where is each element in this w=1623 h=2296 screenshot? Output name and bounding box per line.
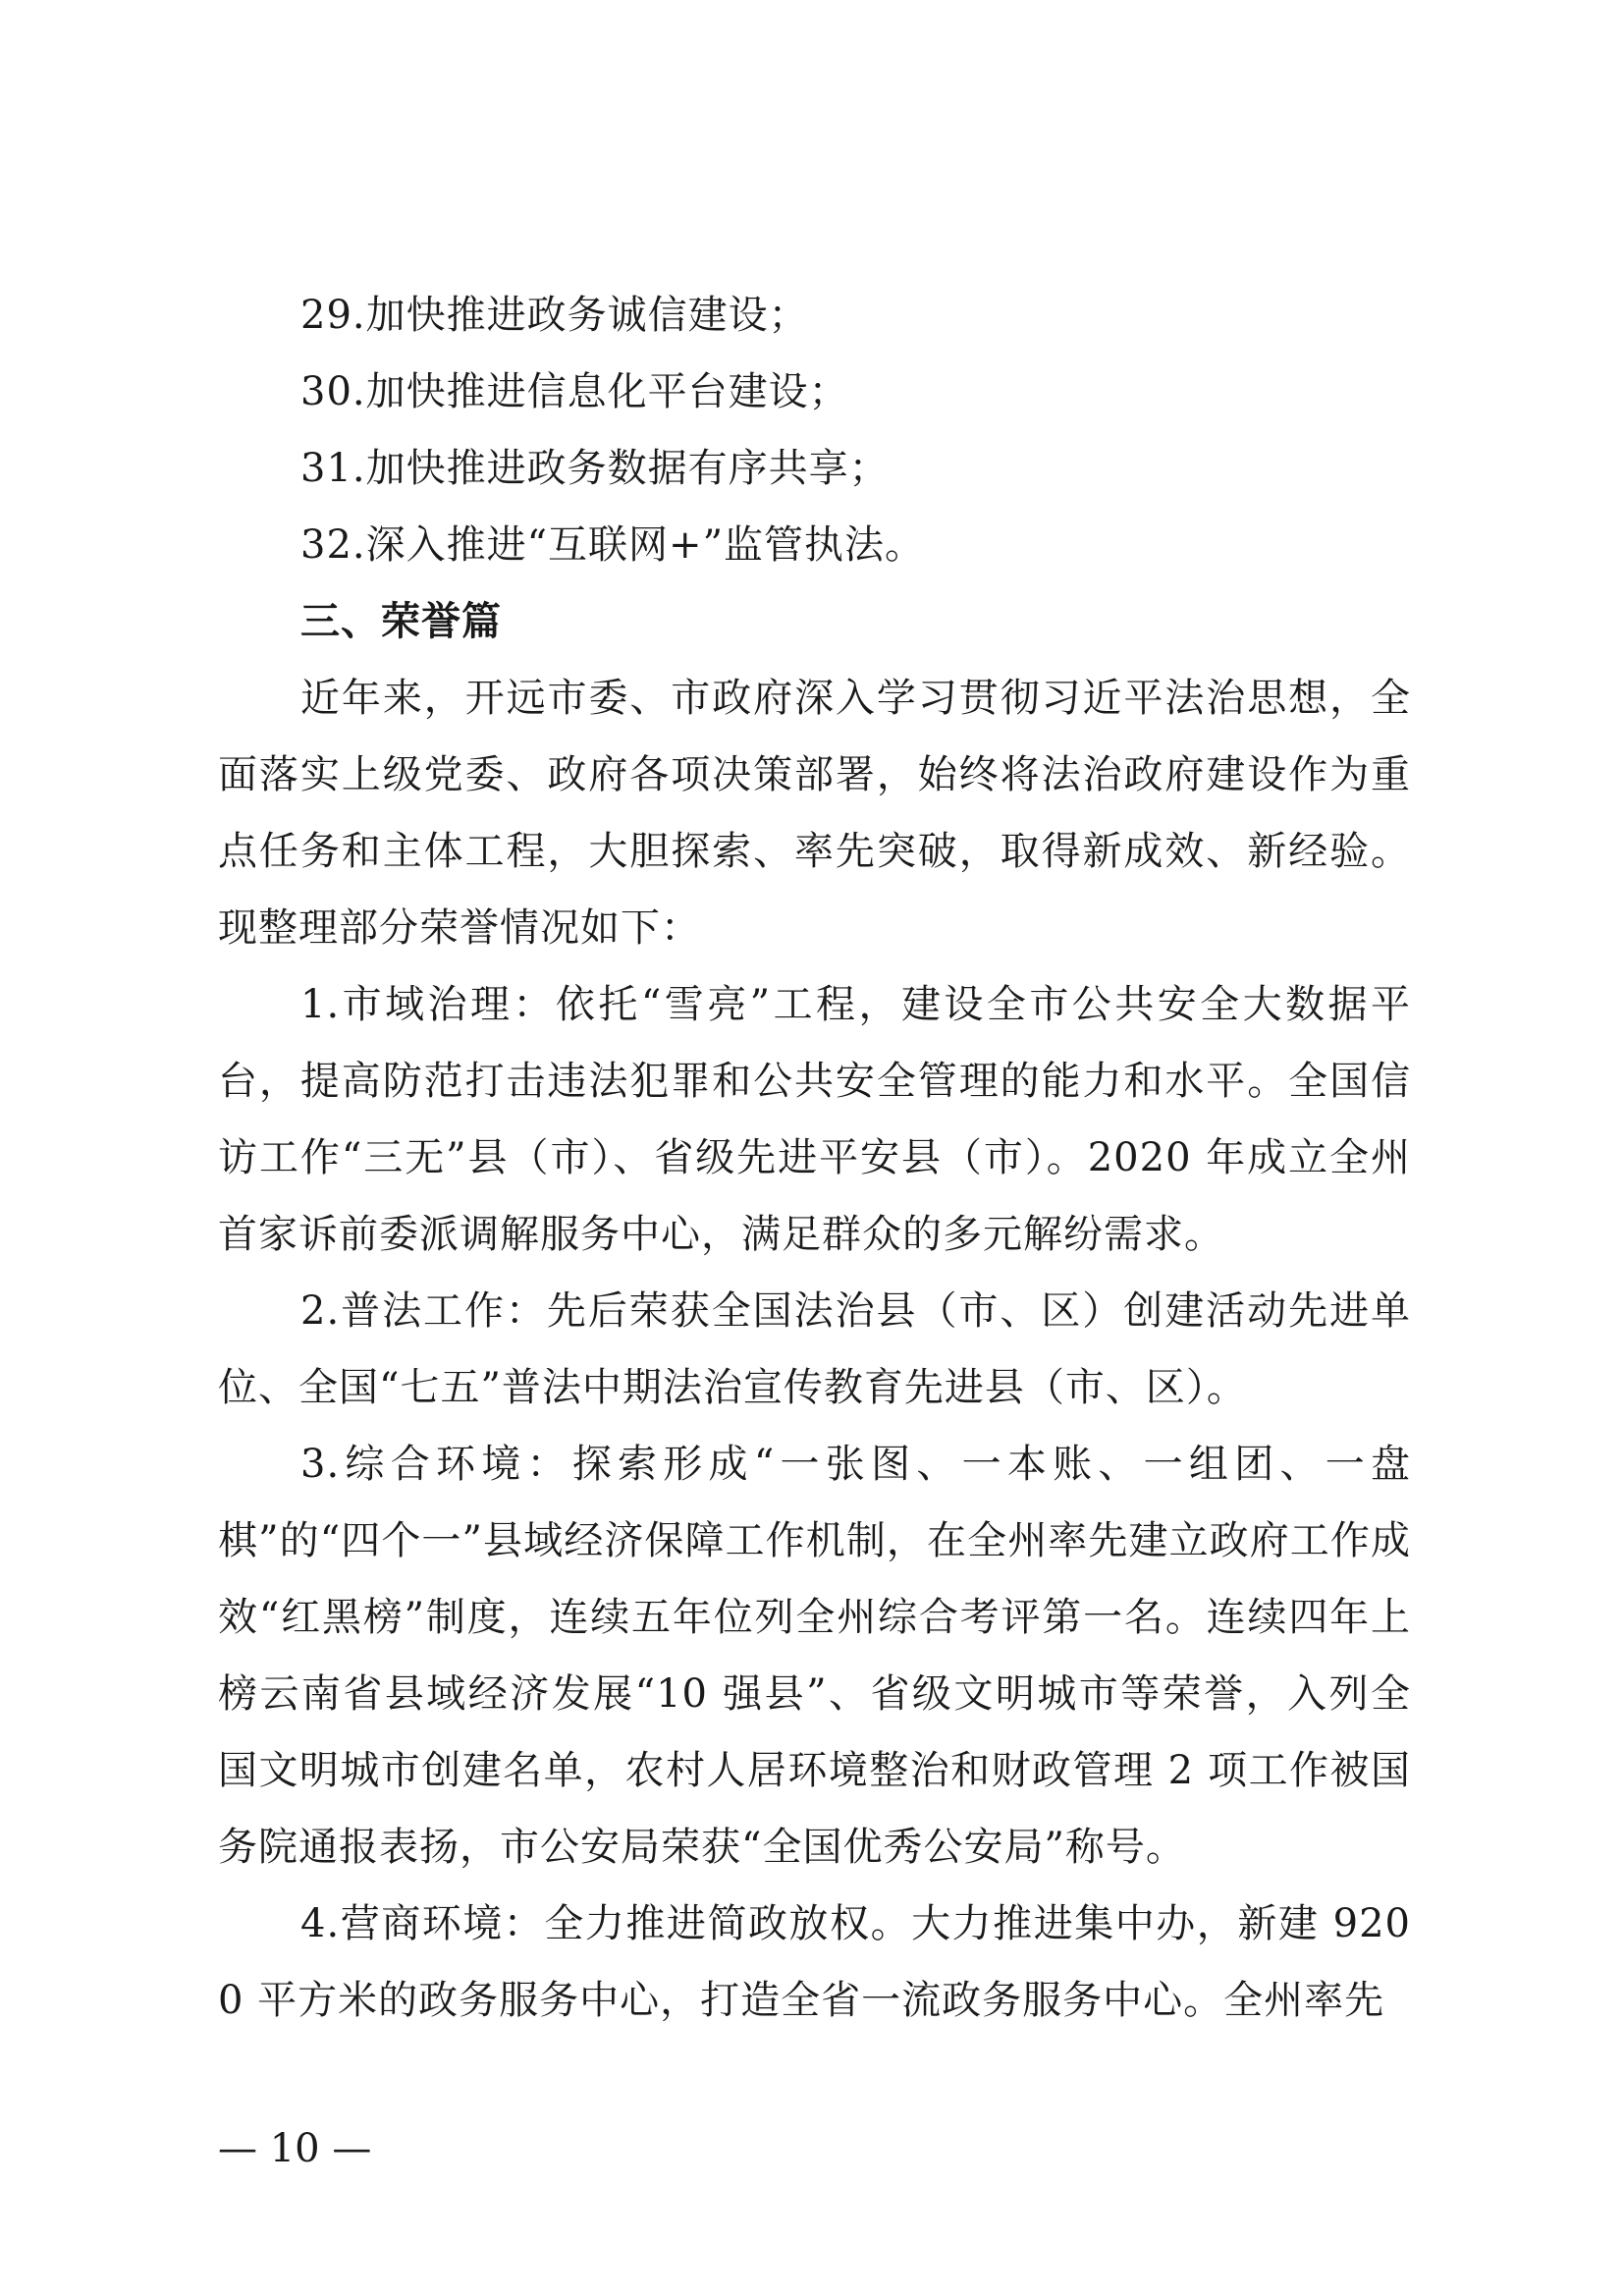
paragraph-business-environment: 4.营商环境：全力推进简政放权。大力推进集中办，新建 9200 平方米的政务服务中心，打造全省一流政务服务中心。全州率先: [218, 1901, 1411, 2023]
list-item-29: 29.加快推进政务诚信建设；: [300, 293, 809, 338]
list-item-31: 31.加快推进政务数据有序共享；: [300, 446, 890, 491]
section-heading: 三、荣誉篇: [300, 599, 502, 644]
paragraph-comprehensive-environment: 3.综合环境：探索形成“一张图、一本账、一组团、一盘棋”的“四个一”县域经济保障工作机制，在全州率先建立政府工作成效“红黑榜”制度，连续五年位列全州综合考评第一名。连续四年上榜云南省县域经济发展“10 强县”、省级文明城市等荣誉，入列全国文明城市创建名单，农村人居环境整治和财政管理 2 项工作被国务院通报表扬，市公安局荣获“全国优秀公安局”称号。: [218, 1442, 1411, 1870]
list-item-30: 30.加快推进信息化平台建设；: [300, 369, 849, 414]
paragraph-law-popularization: 2.普法工作：先后荣获全国法治县（市、区）创建活动先进单位、全国“七五”普法中期法治宣传教育先进县（市、区）。: [218, 1288, 1411, 1410]
list-item-32: 32.深入推进“互联网+”监管执法。: [300, 522, 926, 568]
paragraph-municipal-governance: 1.市域治理：依托“雪亮”工程，建设全市公共安全大数据平台，提高防范打击违法犯罪和公共安全管理的能力和水平。全国信访工作“三无”县（市）、省级先进平安县（市）。2020 年成立全州首家诉前委派调解服务中心，满足群众的多元解纷需求。: [218, 982, 1411, 1257]
intro-paragraph: 近年来，开远市委、市政府深入学习贯彻习近平法治思想，全面落实上级党委、政府各项决策部署，始终将法治政府建设作为重点任务和主体工程，大胆探索、率先突破，取得新成效、新经验。现整理部分荣誉情况如下：: [218, 676, 1411, 951]
page-number: — 10 —: [218, 2126, 372, 2171]
document-body: [218, 277, 1411, 2039]
